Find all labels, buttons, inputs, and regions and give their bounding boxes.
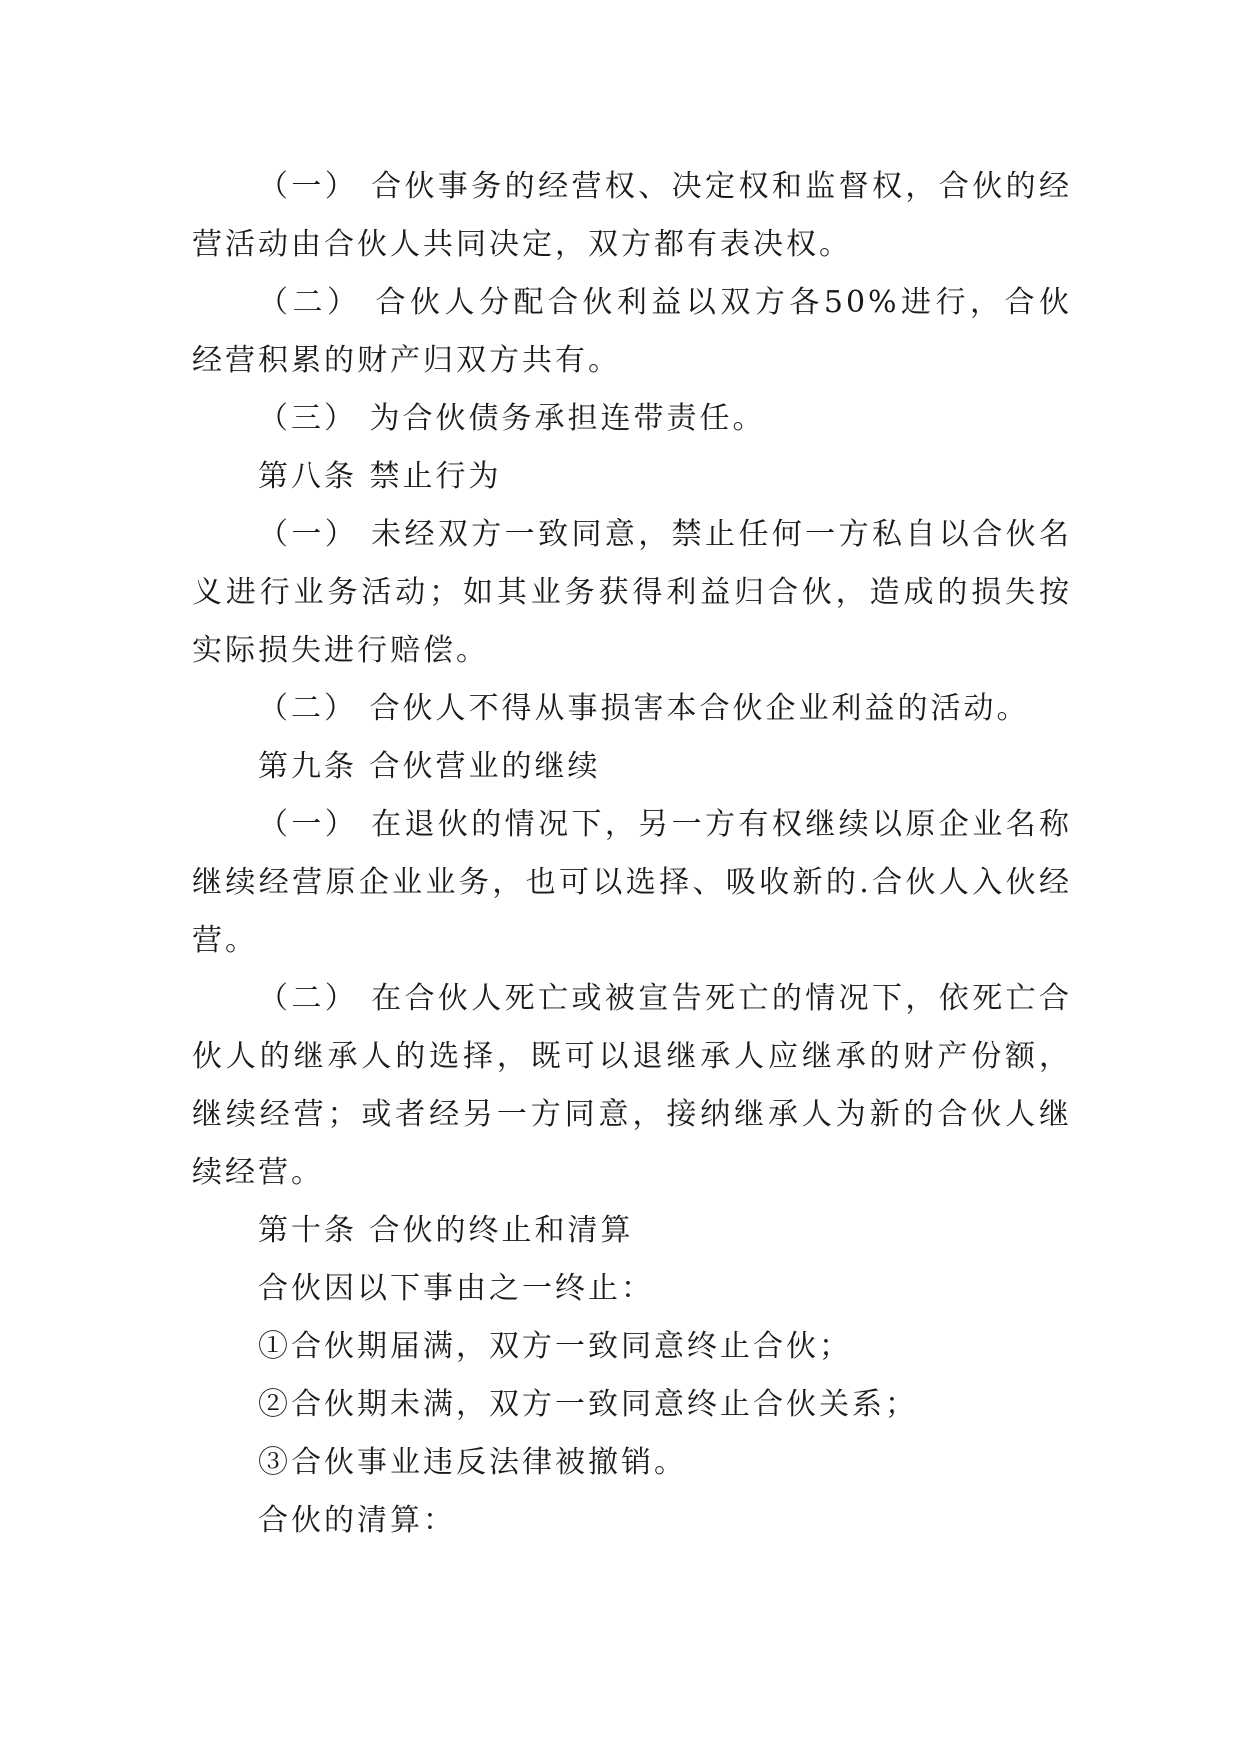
article-8-heading: 第八条 禁止行为 [258,459,502,494]
article-10-heading: 第十条 合伙的终止和清算 [258,1213,634,1248]
paragraph-9: （二） 在合伙人死亡或被宣告死亡的情况下，依死亡合伙人的继承人的选择，既可以退继承人应继承的财产份额，继续经营；或者经另一方同意，接纳继承人为新的合伙人继续经营。 [192,981,1072,1190]
list-item-3: ③合伙事业违反法律被撤销。 [258,1445,687,1480]
paragraph-2: （二） 合伙人分配合伙利益以双方各50%进行，合伙经营积累的财产归双方共有。 [192,285,1072,378]
list-item-1: ①合伙期届满，双方一致同意终止合伙； [258,1329,852,1364]
paragraph-11: 合伙因以下事由之一终止： [258,1271,654,1306]
list-item-2: ②合伙期未满，双方一致同意终止合伙关系； [258,1387,918,1422]
paragraph-8: （一） 在退伙的情况下，另一方有权继续以原企业名称继续经营原企业业务，也可以选择、吸收新的.合伙人入伙经营。 [192,807,1072,958]
paragraph-3: （三） 为合伙债务承担连带责任。 [258,401,766,436]
paragraph-5: （一） 未经双方一致同意，禁止任何一方私自以合伙名义进行业务活动；如其业务获得利益归合伙，造成的损失按实际损失进行赔偿。 [192,517,1072,668]
article-9-heading: 第九条 合伙营业的继续 [258,749,601,784]
document-body [192,158,1072,1550]
paragraph-15: 合伙的清算： [258,1503,456,1538]
paragraph-1: （一） 合伙事务的经营权、决定权和监督权，合伙的经营活动由合伙人共同决定，双方都有表决权。 [192,169,1072,262]
paragraph-6: （二） 合伙人不得从事损害本合伙企业利益的活动。 [258,691,1030,726]
